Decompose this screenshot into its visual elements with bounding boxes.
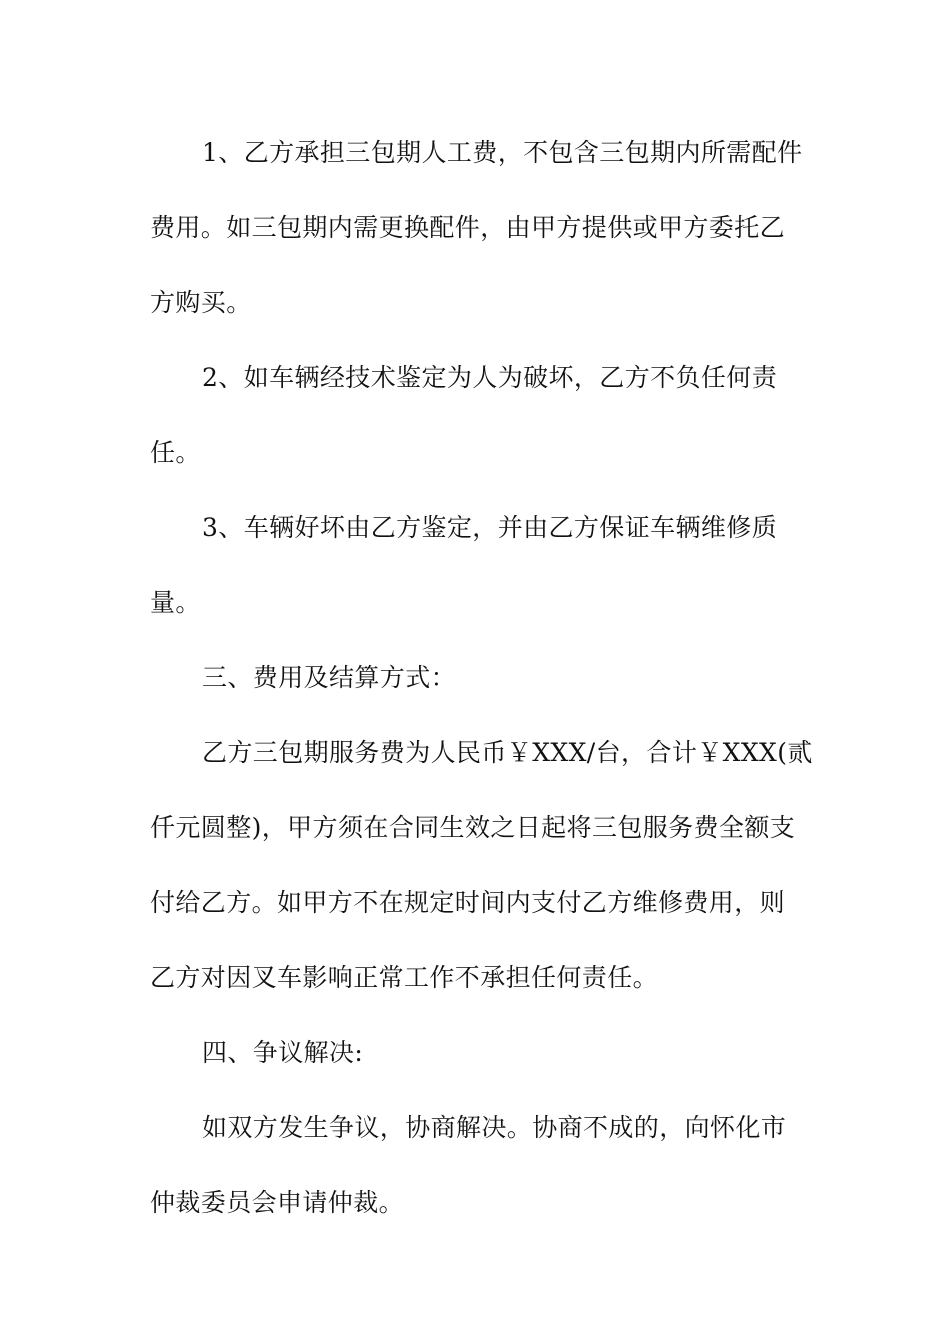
fee-paragraph-line-1: 乙方三包期服务费为人民币￥XXX/台，合计￥XXX(贰 [202, 738, 813, 767]
clause-1-line-2: 费用。如三包期内需更换配件，由甲方提供或甲方委托乙 [150, 213, 786, 242]
clause-2-line-2: 任。 [150, 438, 201, 467]
fee-paragraph-line-4: 乙方对因叉车影响正常工作不承担任何责任。 [150, 963, 659, 992]
clause-1-line-1: 1、乙方承担三包期人工费，不包含三包期内所需配件 [202, 138, 803, 167]
clause-3-line-2: 量。 [150, 588, 201, 617]
section-3-heading: 三、费用及结算方式： [202, 663, 457, 692]
fee-paragraph-line-2: 仟元圆整)，甲方须在合同生效之日起将三包服务费全额支 [150, 813, 796, 842]
document-body [150, 115, 813, 1240]
clause-1-line-3: 方购买。 [150, 288, 252, 317]
fee-paragraph-line-3: 付给乙方。如甲方不在规定时间内支付乙方维修费用，则 [150, 888, 786, 917]
clause-2-line-1: 2、如车辆经技术鉴定为人为破坏，乙方不负任何责 [202, 363, 778, 392]
dispute-paragraph-line-2: 仲裁委员会申请仲裁。 [150, 1188, 405, 1217]
clause-3-line-1: 3、车辆好坏由乙方鉴定，并由乙方保证车辆维修质 [202, 513, 778, 542]
section-4-heading: 四、争议解决: [202, 1038, 364, 1067]
dispute-paragraph-line-1: 如双方发生争议，协商解决。协商不成的，向怀化市 [202, 1113, 787, 1142]
